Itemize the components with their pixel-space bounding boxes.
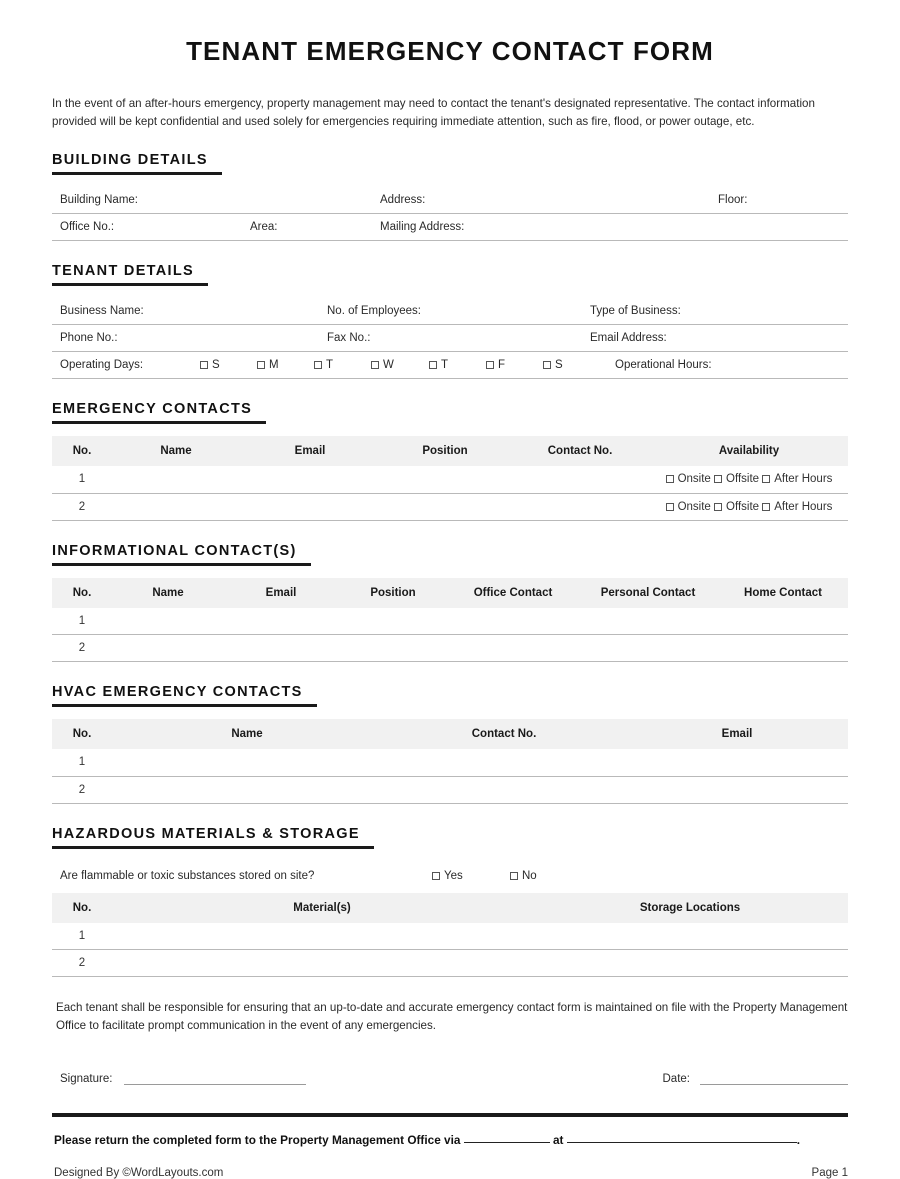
tenant-details-row-1 (52, 298, 848, 325)
column-header-position: Position (380, 436, 510, 466)
table-header-row (52, 578, 848, 608)
checkbox-icon[interactable] (314, 361, 322, 369)
cell-no: 1 (52, 466, 112, 493)
availability-label: After Hours (774, 473, 833, 486)
section-heading-emergency-contacts: EMERGENCY CONTACTS (52, 401, 266, 424)
day-label: M (269, 359, 279, 372)
column-header-email: Email (240, 436, 380, 466)
field-label-office-no: Office No.: (60, 221, 115, 234)
cell-home-contact[interactable] (718, 608, 848, 635)
day-label: W (383, 359, 394, 372)
cell-availability[interactable] (650, 466, 848, 493)
field-label-building-name: Building Name: (60, 194, 138, 207)
cell-email[interactable] (240, 493, 380, 520)
footer-return-middle: at (553, 1133, 564, 1148)
footer-return-instruction (52, 1117, 848, 1147)
day-checkbox-thursday[interactable] (429, 359, 486, 371)
day-label: T (441, 359, 449, 372)
signature-input-line[interactable] (124, 1072, 306, 1085)
cell-contact-no[interactable] (510, 493, 650, 520)
checkbox-icon[interactable] (510, 872, 518, 880)
cell-no: 1 (52, 749, 112, 776)
checkbox-icon[interactable] (257, 361, 265, 369)
field-label-fax-no: Fax No.: (327, 332, 371, 345)
table-row (52, 776, 848, 803)
tenant-details-row-2 (52, 325, 848, 352)
signature-label: Signature: (60, 1073, 113, 1086)
emergency-contacts-table (52, 436, 848, 521)
checkbox-icon[interactable] (543, 361, 551, 369)
cell-contact-no[interactable] (382, 749, 626, 776)
day-label: S (555, 359, 563, 372)
cell-position[interactable] (338, 635, 448, 662)
checkbox-icon[interactable] (762, 503, 770, 511)
cell-storage-location[interactable] (532, 950, 848, 977)
column-header-materials: Material(s) (112, 893, 532, 923)
cell-storage-location[interactable] (532, 923, 848, 950)
column-header-contact-no: Contact No. (510, 436, 650, 466)
cell-contact-no[interactable] (382, 776, 626, 803)
footer-return-prefix: Please return the completed form to the Property Management Office via (54, 1133, 461, 1148)
field-label-address: Address: (380, 194, 426, 207)
table-header-row (52, 893, 848, 923)
closing-paragraph: Each tenant shall be responsible for ensuring that an up-to-date and accurate emergency contact form is maintained on file with the Property Management Office to facilitate prompt communication in the event of any emergencies. (56, 1001, 848, 1032)
cell-office-contact[interactable] (448, 608, 578, 635)
day-label: F (498, 359, 506, 372)
column-header-email: Email (626, 719, 848, 749)
field-label-type-of-business: Type of Business: (590, 305, 681, 318)
cell-contact-no[interactable] (510, 466, 650, 493)
cell-name[interactable] (112, 635, 224, 662)
cell-material[interactable] (112, 950, 532, 977)
column-header-personal-contact: Personal Contact (578, 578, 718, 608)
day-checkbox-saturday[interactable] (543, 359, 615, 371)
cell-no: 2 (52, 635, 112, 662)
cell-office-contact[interactable] (448, 635, 578, 662)
cell-no: 1 (52, 608, 112, 635)
cell-email[interactable] (224, 635, 338, 662)
hazmat-yes-label: Yes (444, 869, 463, 882)
availability-label: Onsite (677, 473, 711, 486)
table-row (52, 749, 848, 776)
cell-availability[interactable] (650, 493, 848, 520)
page-title: TENANT EMERGENCY CONTACT FORM (186, 36, 714, 66)
availability-option-offsite[interactable] (714, 473, 759, 485)
field-label-business-name: Business Name: (60, 305, 144, 318)
cell-name[interactable] (112, 608, 224, 635)
checkbox-icon[interactable] (486, 361, 494, 369)
checkbox-icon[interactable] (666, 503, 674, 511)
cell-no: 1 (52, 923, 112, 950)
cell-personal-contact[interactable] (578, 635, 718, 662)
availability-option-onsite[interactable] (666, 501, 711, 513)
field-label-area: Area: (250, 221, 278, 234)
day-checkbox-monday[interactable] (257, 359, 314, 371)
intro-paragraph: In the event of an after-hours emergency, property management may need to contact the tenant's designated representative. The contact information provided will be kept confidential and used solely for emergencies requiring immediate attention, such as fire, flood, or power outage, etc. (52, 97, 815, 128)
hazmat-checkbox-no[interactable] (510, 870, 537, 882)
column-header-name: Name (112, 436, 240, 466)
footer-blank-contact[interactable] (567, 1131, 797, 1143)
cell-name[interactable] (112, 776, 382, 803)
hazmat-no-label: No (522, 869, 537, 882)
column-header-home-contact: Home Contact (718, 578, 848, 608)
day-checkbox-friday[interactable] (486, 359, 543, 371)
table-row (52, 950, 848, 977)
table-row (52, 635, 848, 662)
column-header-position: Position (338, 578, 448, 608)
cell-position[interactable] (380, 493, 510, 520)
cell-email[interactable] (626, 776, 848, 803)
availability-label: Offsite (726, 500, 760, 513)
column-header-no: No. (52, 436, 112, 466)
column-header-no: No. (52, 893, 112, 923)
column-header-name: Name (112, 578, 224, 608)
availability-option-onsite[interactable] (666, 473, 711, 485)
hazardous-materials-table (52, 893, 848, 978)
field-label-operational-hours: Operational Hours: (615, 359, 712, 372)
cell-email[interactable] (240, 466, 380, 493)
signature-row (52, 1072, 848, 1085)
checkbox-icon[interactable] (432, 872, 440, 880)
table-row (52, 923, 848, 950)
building-details-row-1 (52, 187, 848, 214)
cell-email[interactable] (626, 749, 848, 776)
cell-name[interactable] (112, 493, 240, 520)
field-label-email-address: Email Address: (590, 332, 667, 345)
cell-material[interactable] (112, 923, 532, 950)
checkbox-icon[interactable] (666, 475, 674, 483)
cell-name[interactable] (112, 749, 382, 776)
day-checkbox-tuesday[interactable] (314, 359, 371, 371)
hazmat-checkbox-yes[interactable] (432, 870, 510, 882)
checkbox-icon[interactable] (200, 361, 208, 369)
column-header-availability: Availability (650, 436, 848, 466)
hazardous-materials-question: Are flammable or toxic substances stored on site? (60, 869, 315, 882)
table-row (52, 493, 848, 520)
table-header-row (52, 719, 848, 749)
field-label-operating-days: Operating Days: (60, 359, 144, 372)
section-heading-hazardous-materials: HAZARDOUS MATERIALS & STORAGE (52, 826, 374, 849)
section-heading-hvac-emergency-contacts: HVAC EMERGENCY CONTACTS (52, 684, 317, 707)
cell-position[interactable] (380, 466, 510, 493)
cell-no: 2 (52, 950, 112, 977)
checkbox-icon[interactable] (714, 503, 722, 511)
cell-home-contact[interactable] (718, 635, 848, 662)
hvac-contacts-table (52, 719, 848, 804)
footer-bottom-row (52, 1147, 848, 1179)
section-heading-building-details: BUILDING DETAILS (52, 152, 222, 175)
designed-by-label: Designed By ©WordLayouts.com (54, 1167, 224, 1179)
page-number-label: Page 1 (811, 1167, 848, 1179)
field-label-no-of-employees: No. of Employees: (327, 305, 421, 318)
informational-contacts-table (52, 578, 848, 663)
building-details-row-2 (52, 214, 848, 241)
field-label-phone-no: Phone No.: (60, 332, 118, 345)
day-label: T (326, 359, 334, 372)
availability-option-after-hours[interactable] (762, 473, 832, 485)
table-row (52, 608, 848, 635)
column-header-storage-locations: Storage Locations (532, 893, 848, 923)
footer-blank-via[interactable] (464, 1131, 550, 1143)
tenant-details-row-operating-days (52, 352, 848, 379)
day-checkbox-wednesday[interactable] (371, 359, 429, 371)
date-label: Date: (662, 1073, 690, 1086)
column-header-contact-no: Contact No. (382, 719, 626, 749)
cell-no: 2 (52, 493, 112, 520)
section-heading-tenant-details: TENANT DETAILS (52, 263, 208, 286)
cell-personal-contact[interactable] (578, 608, 718, 635)
cell-position[interactable] (338, 608, 448, 635)
table-header-row (52, 436, 848, 466)
checkbox-icon[interactable] (714, 475, 722, 483)
availability-label: After Hours (774, 500, 833, 513)
footer-return-suffix: . (796, 1133, 801, 1148)
availability-option-offsite[interactable] (714, 501, 759, 513)
table-row (52, 466, 848, 493)
column-header-email: Email (224, 578, 338, 608)
date-input-line[interactable] (700, 1072, 848, 1085)
column-header-name: Name (112, 719, 382, 749)
availability-option-after-hours[interactable] (762, 501, 832, 513)
checkbox-icon[interactable] (371, 361, 379, 369)
day-checkbox-sunday[interactable] (200, 359, 257, 371)
field-label-mailing-address: Mailing Address: (380, 221, 465, 234)
cell-name[interactable] (112, 466, 240, 493)
column-header-no: No. (52, 719, 112, 749)
column-header-no: No. (52, 578, 112, 608)
field-label-floor: Floor: (718, 194, 748, 207)
cell-email[interactable] (224, 608, 338, 635)
cell-no: 2 (52, 776, 112, 803)
section-heading-informational-contacts: INFORMATIONAL CONTACT(S) (52, 543, 311, 566)
day-label: S (212, 359, 220, 372)
availability-label: Onsite (677, 500, 711, 513)
checkbox-icon[interactable] (429, 361, 437, 369)
hazardous-materials-question-row (52, 861, 848, 891)
availability-label: Offsite (726, 473, 760, 486)
column-header-office-contact: Office Contact (448, 578, 578, 608)
checkbox-icon[interactable] (762, 475, 770, 483)
